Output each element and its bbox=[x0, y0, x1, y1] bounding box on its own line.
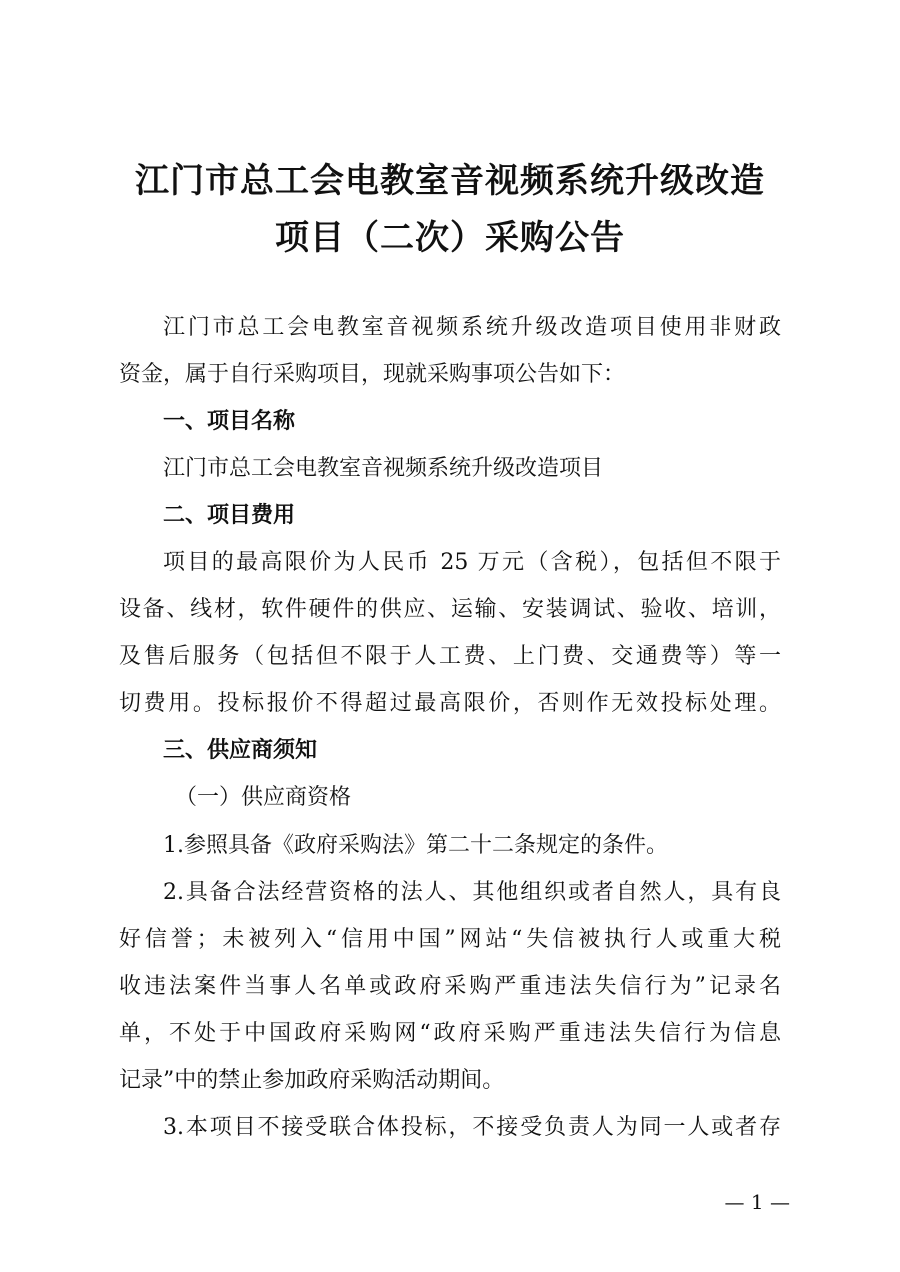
qualification-item-2-line-2: 好信誉；未被列入“信用中国”网站“失信被执行人或重大税 bbox=[119, 927, 781, 952]
section-2-body-line-3: 及售后服务（包括但不限于人工费、上门费、交通费等）等一 bbox=[119, 644, 781, 669]
page-number: — 1 — bbox=[724, 1190, 790, 1214]
section-2-body-line-1: 项目的最高限价为人民币 25 万元（含税），包括但不限于 bbox=[163, 550, 781, 575]
intro-line-2: 资金，属于自行采购项目，现就采购事项公告如下： bbox=[119, 362, 626, 387]
intro-line-1: 江门市总工会电教室音视频系统升级改造项目使用非财政 bbox=[163, 315, 781, 340]
qualification-item-1: 1.参照具备《政府采购法》第二十二条规定的条件。 bbox=[163, 833, 668, 858]
qualification-item-2-line-1: 2.具备合法经营资格的法人、其他组织或者自然人，具有良 bbox=[163, 880, 781, 905]
qualification-item-2-line-5: 记录”中的禁止参加政府采购活动期间。 bbox=[119, 1068, 505, 1093]
qualification-item-2-line-4: 单，不处于中国政府采购网“政府采购严重违法失信行为信息 bbox=[119, 1021, 781, 1046]
qualification-item-2-line-3: 收违法案件当事人名单或政府采购严重违法失信行为”记录名 bbox=[119, 974, 781, 999]
section-1-body: 江门市总工会电教室音视频系统升级改造项目 bbox=[163, 456, 604, 481]
document-title-line-1: 江门市总工会电教室音视频系统升级改造 bbox=[135, 161, 765, 201]
section-2-heading: 二、项目费用 bbox=[163, 503, 296, 528]
section-1-heading: 一、项目名称 bbox=[163, 409, 296, 434]
section-2-body-line-2: 设备、线材，软件硬件的供应、运输、安装调试、验收、培训， bbox=[119, 597, 781, 622]
section-3-heading: 三、供应商须知 bbox=[163, 738, 318, 763]
qualification-item-3-line-1: 3.本项目不接受联合体投标，不接受负责人为同一人或者存 bbox=[163, 1115, 781, 1140]
document-title-line-2: 项目（二次）采购公告 bbox=[275, 218, 625, 258]
section-2-body-line-4: 切费用。投标报价不得超过最高限价，否则作无效投标处理。 bbox=[119, 691, 781, 716]
section-3-subheading: （一）供应商资格 bbox=[175, 785, 352, 810]
